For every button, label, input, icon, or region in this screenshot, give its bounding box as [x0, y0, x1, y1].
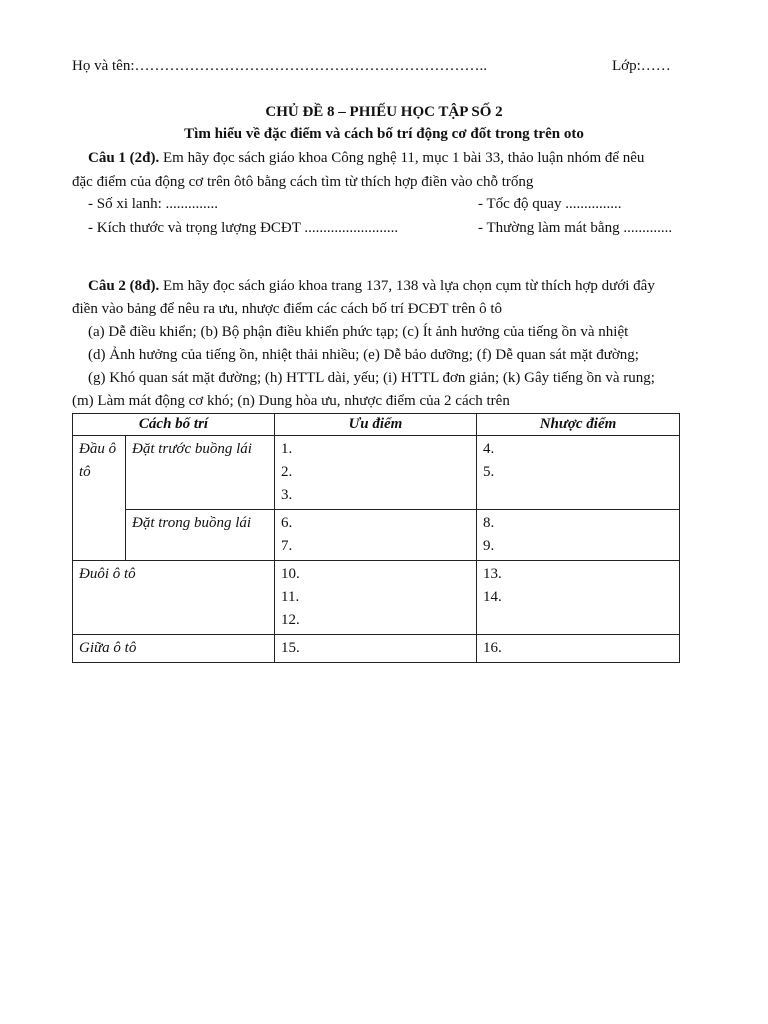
blank-item: 10. — [281, 566, 300, 582]
blank-item: 11. — [281, 589, 300, 605]
blank-item: 2. — [281, 464, 293, 480]
cons-cell — [477, 436, 680, 510]
blank-item: 4. — [483, 441, 495, 457]
blank-item: 5. — [483, 464, 495, 480]
pros-cell — [275, 635, 477, 663]
worksheet-title: CHỦ ĐỀ 8 – PHIẾU HỌC TẬP SỐ 2 — [265, 104, 503, 120]
question-2-text-2: điền vào bảng để nêu ra ưu, nhược điểm các cách bố trí ĐCĐT trên ô tô — [72, 301, 503, 317]
blank-item: 15. — [281, 640, 300, 656]
answer-table — [72, 413, 680, 663]
option-line-4: (m) Làm mát động cơ khó; (n) Dung hòa ưu, nhược điểm của 2 cách trên — [72, 393, 510, 409]
blank-item: 9. — [483, 538, 495, 554]
question-2-label: Câu 2 (8đ). — [88, 278, 160, 294]
blank-item: 12. — [281, 612, 300, 628]
class-field: Lớp:…… — [612, 58, 671, 74]
cons-cell — [477, 561, 680, 635]
blank-item: 7. — [281, 538, 293, 554]
layout-cell: Đặt trong buồng lái — [126, 510, 275, 561]
worksheet-subtitle: Tìm hiểu về đặc điểm và cách bố trí động cơ đốt trong trên oto — [184, 126, 584, 142]
question-1-line-1 — [88, 148, 644, 168]
blank-item: 16. — [483, 640, 502, 656]
blank-speed: - Tốc độ quay ............... — [478, 196, 622, 212]
table-row — [73, 436, 680, 510]
question-2-line-1 — [88, 276, 655, 296]
cons-cell — [477, 510, 680, 561]
layout-cell: Đuôi ô tô — [73, 561, 275, 635]
blank-item: 3. — [281, 487, 293, 503]
blank-size-weight: - Kích thước và trọng lượng ĐCĐT ......................... — [88, 220, 399, 236]
blank-item: 6. — [281, 515, 293, 531]
header-cons: Nhược điểm — [477, 414, 680, 436]
table-row — [73, 561, 680, 635]
question-1-label: Câu 1 (2đ). — [88, 150, 160, 166]
table-row — [73, 510, 680, 561]
header-layout: Cách bố trí — [73, 414, 275, 436]
pros-cell — [275, 510, 477, 561]
option-line-1: (a) Dễ điều khiển; (b) Bộ phận điều khiển phức tạp; (c) Ít ảnh hưởng của tiếng ồn và nhiệt — [88, 324, 629, 340]
blank-cylinders: - Số xi lanh: .............. — [88, 196, 218, 212]
option-line-2: (d) Ảnh hưởng của tiếng ồn, nhiệt thải nhiều; (e) Dễ bảo dưỡng; (f) Dễ quan sát mặt đường; — [88, 347, 639, 363]
pros-cell — [275, 561, 477, 635]
layout-cell: Giữa ô tô — [73, 635, 275, 663]
blank-cooling: - Thường làm mát bằng ............. — [478, 220, 673, 236]
table-row — [73, 635, 680, 663]
question-2-text-1: Em hãy đọc sách giáo khoa trang 137, 138 và lựa chọn cụm từ thích hợp dưới đây — [159, 278, 655, 294]
question-1-text-2: đặc điểm của động cơ trên ôtô bằng cách tìm từ thích hợp điền vào chỗ trống — [72, 174, 534, 190]
layout-cell: Đặt trước buồng lái — [126, 436, 275, 510]
blank-item: 14. — [483, 589, 502, 605]
cons-cell — [477, 635, 680, 663]
question-1-text-1: Em hãy đọc sách giáo khoa Công nghệ 11, mục 1 bài 33, thảo luận nhóm để nêu — [159, 150, 645, 166]
table-header-row — [73, 414, 680, 436]
blank-item: 8. — [483, 515, 495, 531]
blank-item: 1. — [281, 441, 293, 457]
blank-item: 13. — [483, 566, 502, 582]
pros-cell — [275, 436, 477, 510]
header-pros: Ưu điểm — [275, 414, 477, 436]
option-line-3: (g) Khó quan sát mặt đường; (h) HTTL dài, yếu; (i) HTTL đơn giản; (k) Gây tiếng ồn và rung; — [88, 370, 655, 386]
student-name-field: Họ và tên:…………………………………………………………….. — [72, 58, 487, 74]
group-label-front: Đầu ô tô — [73, 436, 126, 561]
